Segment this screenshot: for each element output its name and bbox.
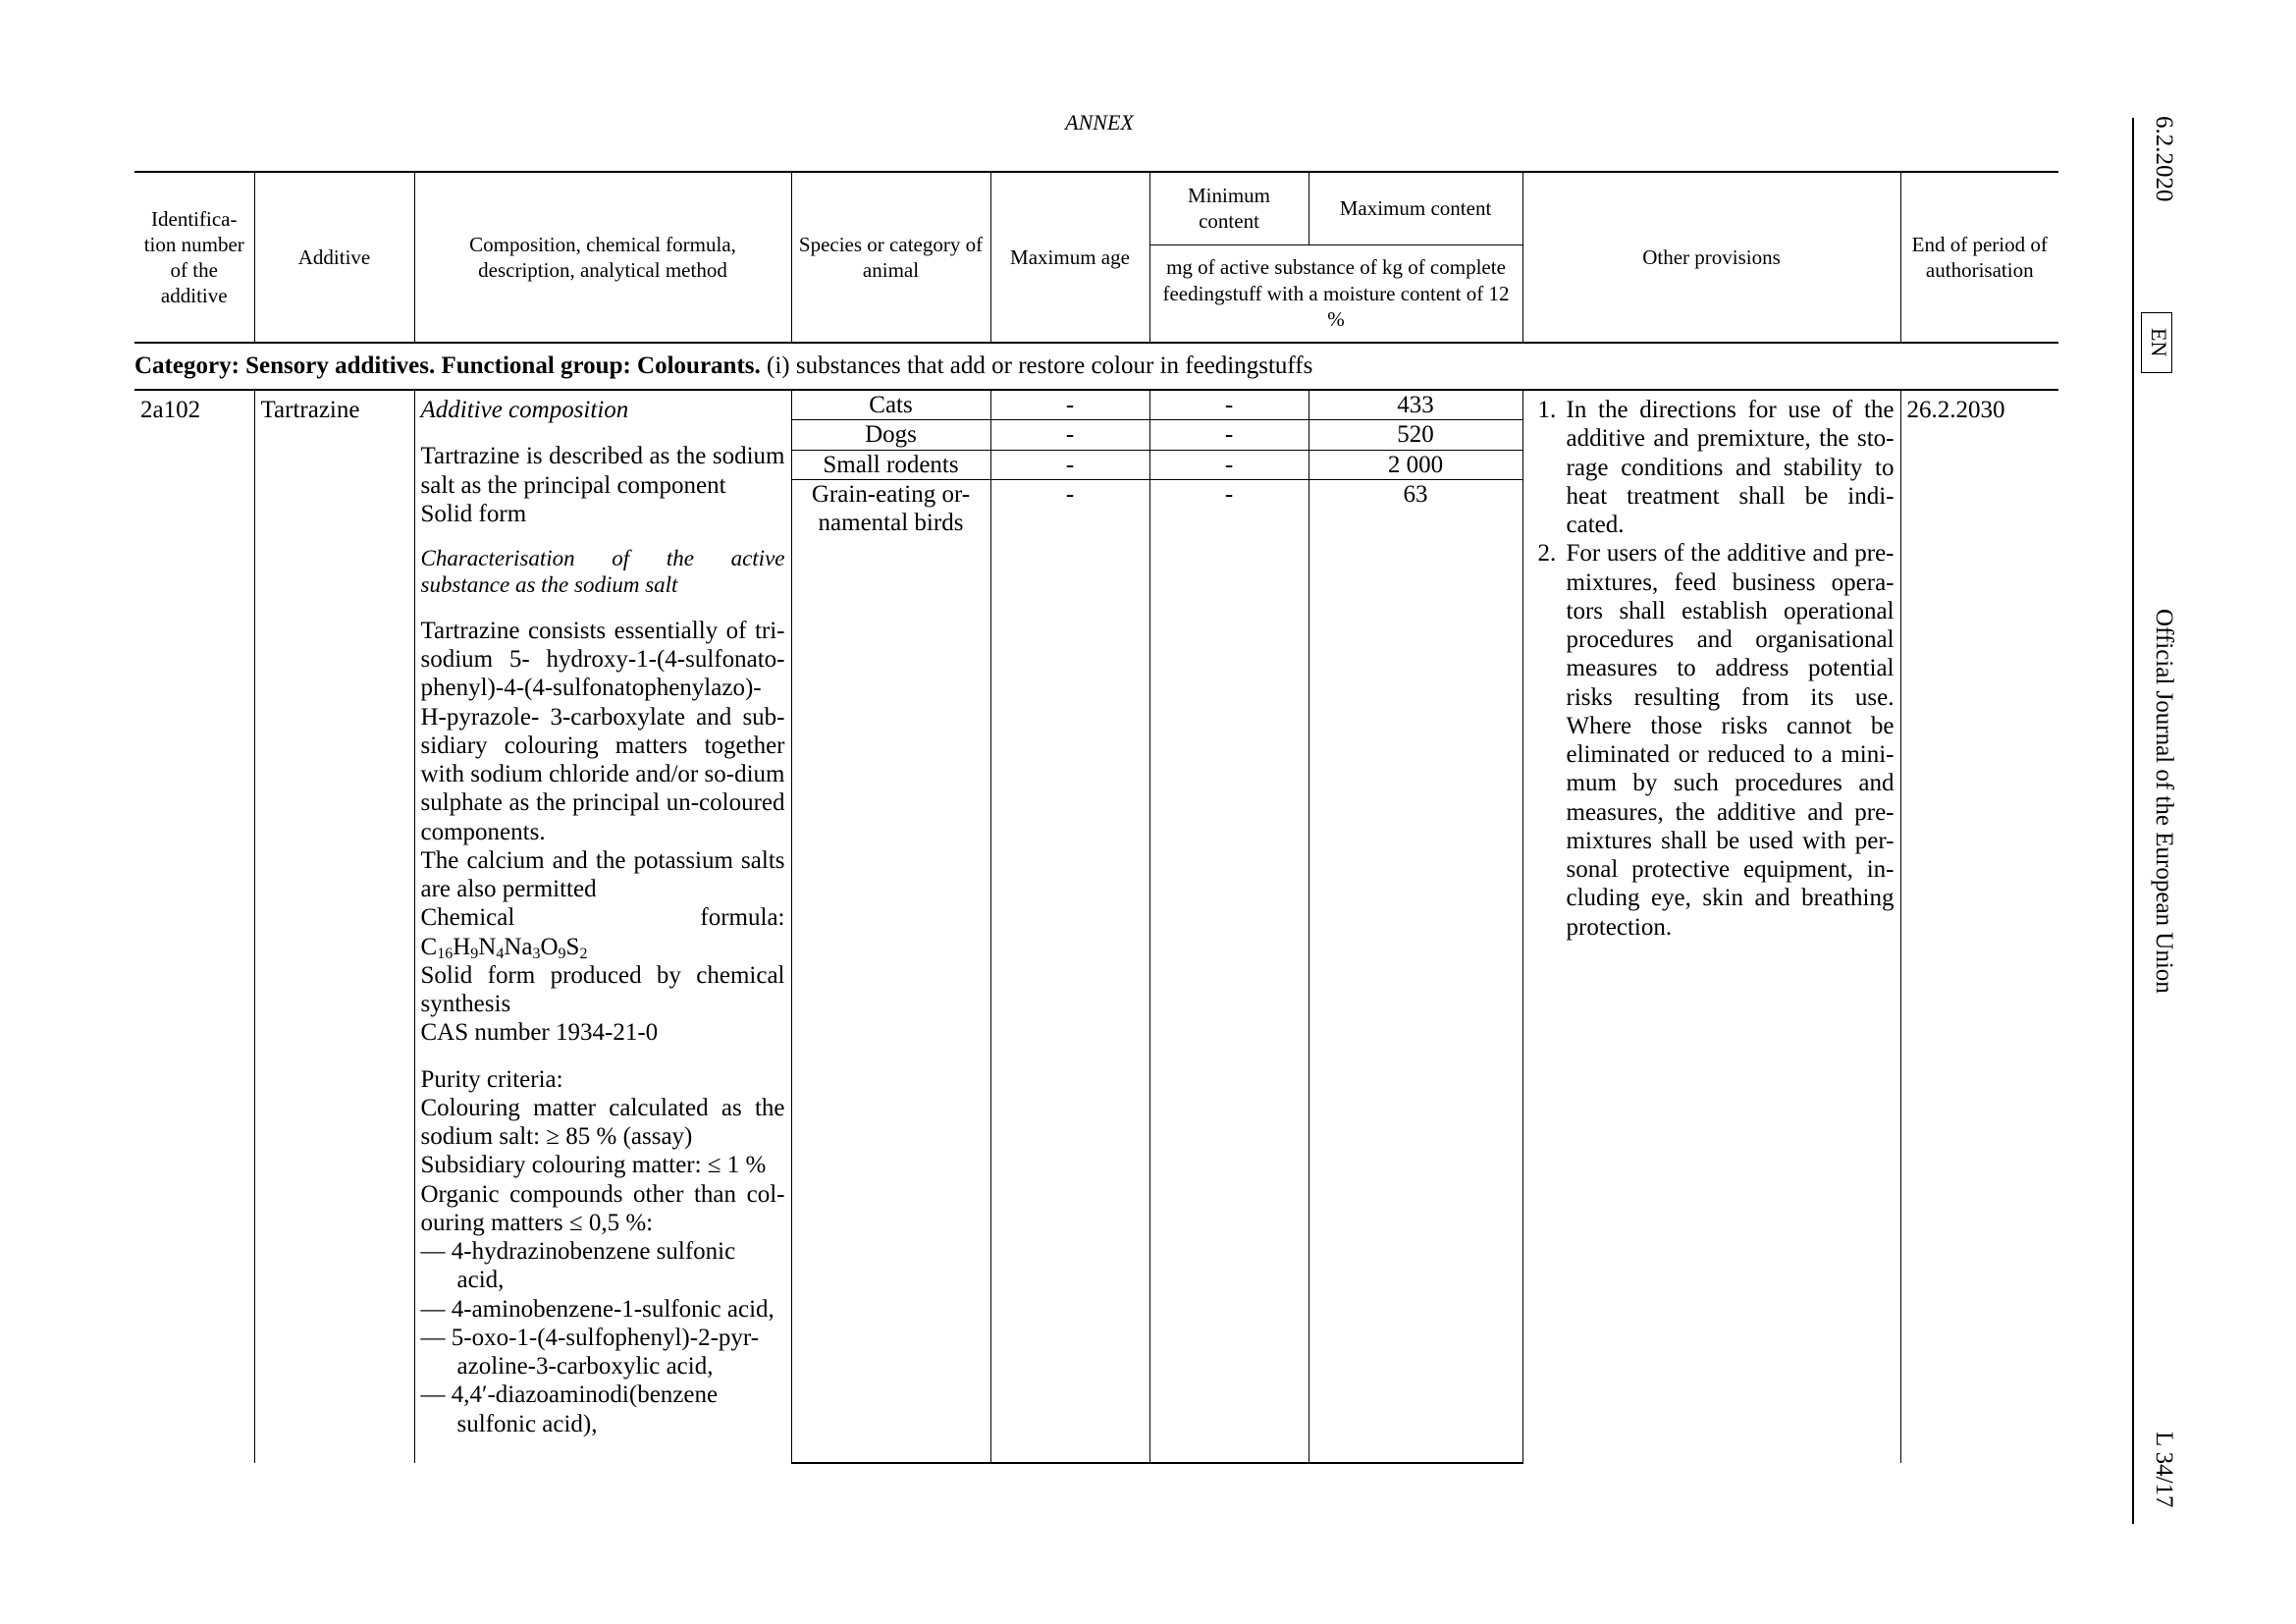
cas-number: CAS number 1934-21-0 <box>420 1019 659 1047</box>
language-code: EN <box>2147 328 2171 357</box>
table-row <box>134 390 2058 420</box>
synthesis-text: Solid form produced by chemical synthesis <box>420 961 785 1018</box>
salts-text: The calcium and the potassium salts are also permitted <box>420 846 785 903</box>
purity-criterion: Subsidiary colouring matter: ≤ 1 % <box>420 1152 767 1179</box>
header-unit: mg of active substance of kg of complete feedingstuff with a moisture content of 12 % <box>1149 244 1522 343</box>
end-of-period-cell: 26.2.2030 <box>1900 390 2058 1463</box>
min-content-cell: - <box>1149 390 1308 420</box>
max-content-cell: 2 000 <box>1308 450 1522 479</box>
max-content-cell: 63 <box>1308 479 1522 1463</box>
composition-cell <box>414 390 791 1463</box>
provision-item: 2. For users of the additive and pre-mixtures, feed business opera-tors shall establish operational procedures and organisational measures to address potential risks resulting from its use. Where those risks cannot be eliminated or reduced to a mini-mum by such procedures and measures, the additive and pre-mixtures shall be used with per-sonal protective equipment, in-cluding eye, skin and breathing protection. <box>1563 539 1895 942</box>
species-cell: Cats <box>791 390 990 420</box>
provisions-list <box>1529 396 1895 942</box>
purity-heading: Purity criteria: <box>420 1065 563 1093</box>
max-age-cell: - <box>990 479 1149 1463</box>
formula-label: Chemical formula: <box>420 904 785 932</box>
species-cell: Dogs <box>791 420 990 450</box>
page-reference: L 34/17 <box>2151 1432 2177 1508</box>
max-age-cell: - <box>990 450 1149 479</box>
purity-criterion: Organic compounds other than col-ouring matters ≤ 0,5 %: <box>420 1180 785 1236</box>
purity-criterion: Colouring matter calculated as the sodium salt: ≥ 85 % (assay) <box>420 1094 785 1151</box>
species-cell: Grain-eating or-namental birds <box>791 479 990 1463</box>
other-provisions-cell <box>1522 390 1900 1463</box>
min-content-cell: - <box>1149 479 1308 1463</box>
header-end-of-period: End of period of authorisation <box>1900 172 2058 343</box>
header-min-content: Minimum content <box>1149 172 1308 244</box>
chemical-formula: $C_{16}H_9N_4Na_3O_9S_2$ <box>420 933 588 962</box>
header-max-content: Maximum content <box>1308 172 1522 244</box>
header-composition: Composition, chemical formula, description, analytical method <box>414 172 791 343</box>
header-other-provisions: Other provisions <box>1522 172 1900 343</box>
category-row <box>134 343 2058 390</box>
organic-compounds-list <box>421 1237 785 1438</box>
additive-table <box>134 171 2058 1464</box>
header-id: Identifica-tion number of the additive <box>134 172 254 343</box>
min-content-cell: - <box>1149 450 1308 479</box>
max-age-cell: - <box>990 420 1149 450</box>
header-additive: Additive <box>254 172 414 343</box>
id-cell: 2a102 <box>134 390 254 1463</box>
composition-description: Tartrazine is described as the sodium salt as the principal component <box>420 443 785 499</box>
header-max-age: Maximum age <box>990 172 1149 343</box>
category-description: (i) substances that add or restore colour in feedingstuffs <box>760 352 1313 380</box>
characterisation-heading: Characterisation of the active substance as the sodium salt <box>420 546 785 597</box>
list-item: — 4-aminobenzene-1-sulfonic acid, <box>420 1295 774 1323</box>
composition-form: Solid form <box>420 500 527 527</box>
journal-title: Official Journal of the European Union <box>2151 609 2177 994</box>
provision-item: 1. In the directions for use of the additive and premixture, the sto-rage conditions and stability to heat treatment shall be indi-cated. <box>1563 396 1895 539</box>
list-item: — 5-oxo-1-(4-sulfophenyl)-2-pyr-azoline-3-carboxylic acid, <box>420 1324 760 1380</box>
publication-date: 6.2.2020 <box>2151 116 2177 202</box>
list-item: — 4-hydrazinobenzene sulfonic acid, <box>420 1238 736 1294</box>
list-item: — 4,4′-diazoaminodi(benzene sulfonic acid), <box>420 1381 719 1437</box>
header-species: Species or category of animal <box>791 172 990 343</box>
max-age-cell: - <box>990 390 1149 420</box>
max-content-cell: 433 <box>1308 390 1522 420</box>
additive-cell: Tartrazine <box>254 390 414 1463</box>
composition-heading: Additive composition <box>420 397 629 423</box>
max-content-cell: 520 <box>1308 420 1522 450</box>
characterisation-text: Tartrazine consists essentially of tri-sodium 5- hydroxy-1-(4-sulfonato-phenyl)-4-(4-sulfonatophenylazo)-H-pyrazole- 3-carboxylate and sub-sidiary colouring matters together with sodium chloride and/or so-dium sulphate as the principal un-coloured components. <box>420 617 785 845</box>
min-content-cell: - <box>1149 420 1308 450</box>
species-cell: Small rodents <box>791 450 990 479</box>
annex-title: ANNEX <box>1065 110 1134 135</box>
category-label: Category: Sensory additives. Functional group: Colourants. <box>134 352 761 380</box>
margin-rule <box>2132 118 2134 1524</box>
